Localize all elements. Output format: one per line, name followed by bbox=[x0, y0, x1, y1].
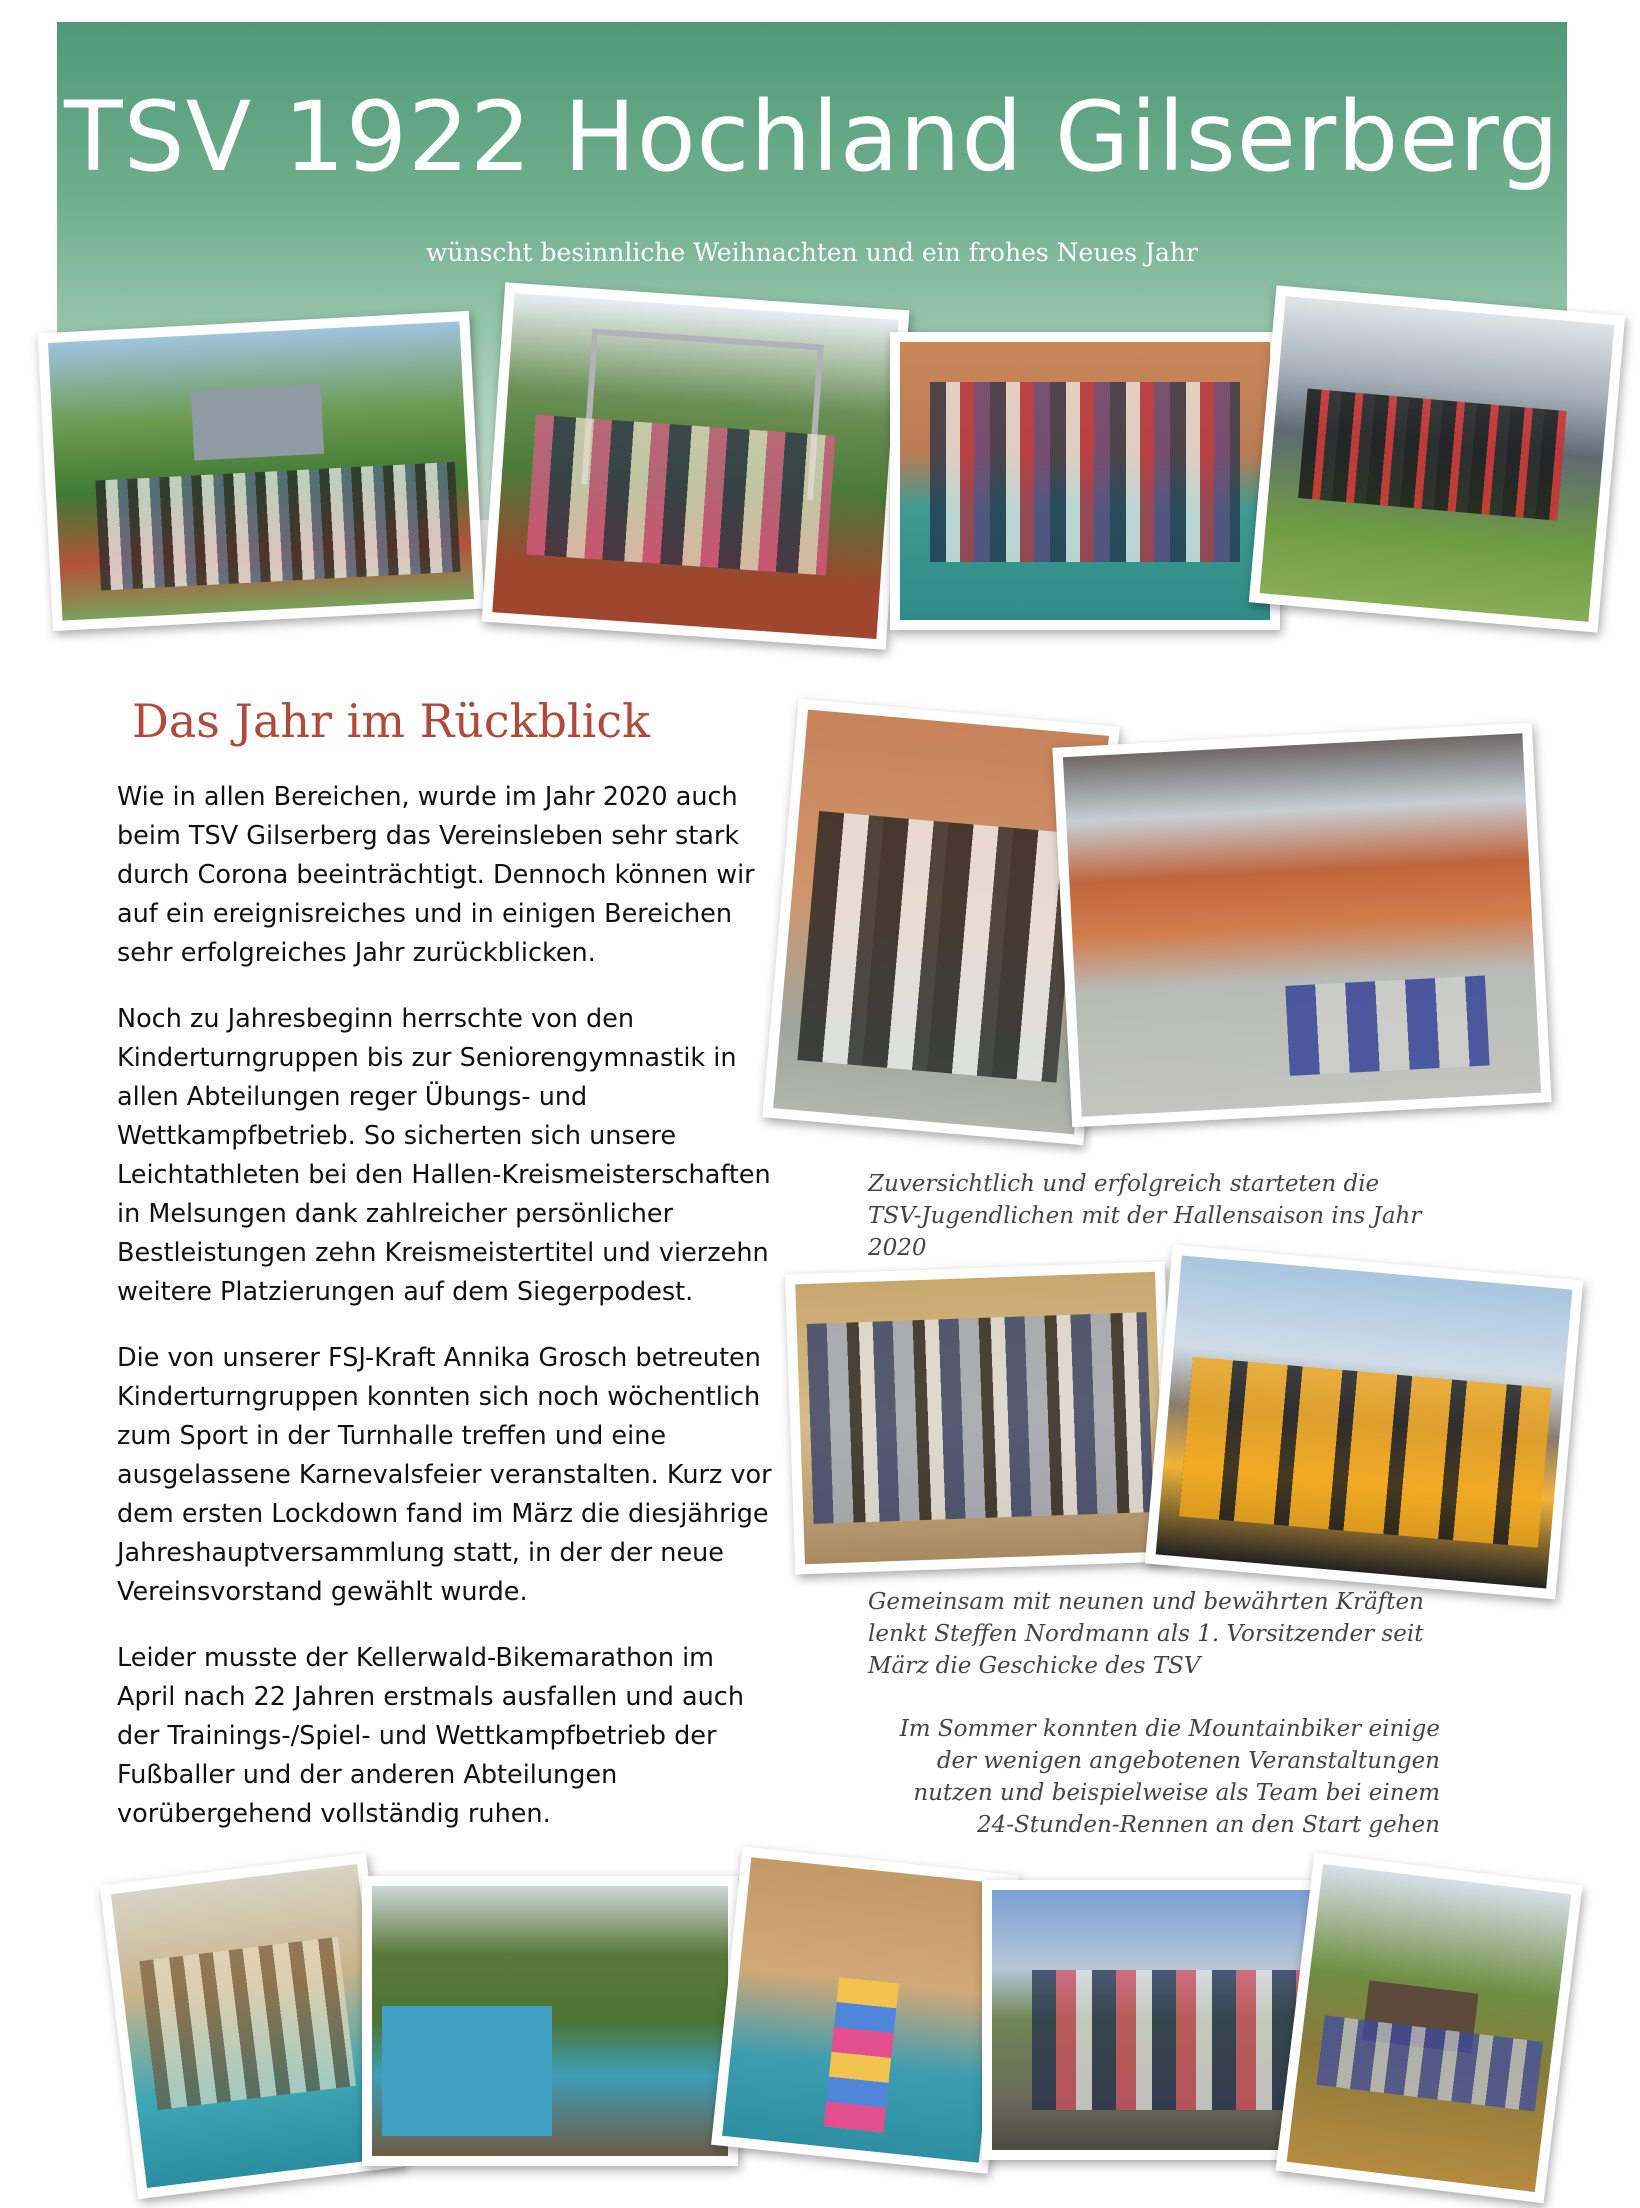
photo-sports-hall bbox=[1052, 723, 1551, 1128]
photo-athletics-team bbox=[37, 311, 484, 631]
body-text bbox=[117, 778, 777, 1861]
photo-youth-football bbox=[1249, 285, 1625, 632]
paragraph: Noch zu Jahresbeginn herrschte von den Kinderturngruppen bis zur Seniorengymnastik in allen Abteilungen reger Übungs- und Wettkampfbetrieb. So sicherten sich unsere Leichtathleten bei den Hallen-Kreismeisterschaften in Melsungen dank zahlreicher persönlicher Bestleistungen zehn Kreismeistertitel und vierzehn weitere Platzierungen auf dem Siegerpodest. bbox=[117, 1004, 771, 1307]
photo-kids-carnival bbox=[890, 332, 1280, 630]
photo-mountain-bikers bbox=[1145, 1245, 1583, 1600]
photo-senior-fitness bbox=[482, 282, 910, 649]
page-subtitle: wünscht besinnliche Weihnachten und ein frohes Neues Jahr bbox=[426, 238, 1198, 267]
section-heading: Das Jahr im Rückblick bbox=[132, 694, 650, 748]
caption-board: Gemeinsam mit neunen und bewährten Kräften lenkt Steffen Nordmann als 1. Vorsitzender seit März die Geschicke des TSV bbox=[868, 1589, 1424, 1679]
photo-kneipp-pool bbox=[362, 1876, 738, 2166]
photo-forest-group bbox=[1276, 1853, 1583, 2204]
photo-gym-kids bbox=[100, 1853, 405, 2199]
paragraph: Wie in allen Bereichen, wurde im Jahr 2020 auch beim TSV Gilserberg das Vereinsleben sehr stark durch Corona beeinträchtigt. Dennoch können wir auf ein ereignisreiches und in einigen Bereichen sehr erfolgreiches Jahr zurückblicken. bbox=[117, 782, 755, 968]
paragraph: Die von unserer FSJ-Kraft Annika Grosch betreuten Kinderturngruppen konnten sich noch wöchentlich zum Sport in der Turnhalle treffen und eine ausgelassene Karnevalsfeier veranstalten. Kurz vor dem ersten Lockdown fand im März die diesjährige Jahreshauptversammlung statt, in der der neue Vereinsvorstand gewählt wurde. bbox=[117, 1343, 772, 1607]
caption-bikers: Im Sommer konnten die Mountainbiker einige der wenigen angebotenen Veranstaltungen nutzen und beispielweise als Team bei einem 24-Stunden-Rennen an den Start gehen bbox=[899, 1716, 1440, 1838]
paragraph: Leider musste der Kellerwald-Bikemarathon im April nach 22 Jahren erstmals ausfallen und auch der Trainings-/Spiel- und Wettkampfbetrieb der Fußballer und der anderen Abteilungen vorübergehend vollständig ruhen. bbox=[117, 1643, 744, 1829]
page-title: TSV 1922 Hochland Gilserberg bbox=[64, 81, 1560, 193]
photo-seniors-gym bbox=[711, 1846, 1019, 2173]
photo-board-members bbox=[785, 1261, 1175, 1574]
caption-youth: Zuversichtlich und erfolgreich starteten die TSV-Jugendlichen mit der Hallensaison ins Jahr 2020 bbox=[868, 1171, 1422, 1261]
